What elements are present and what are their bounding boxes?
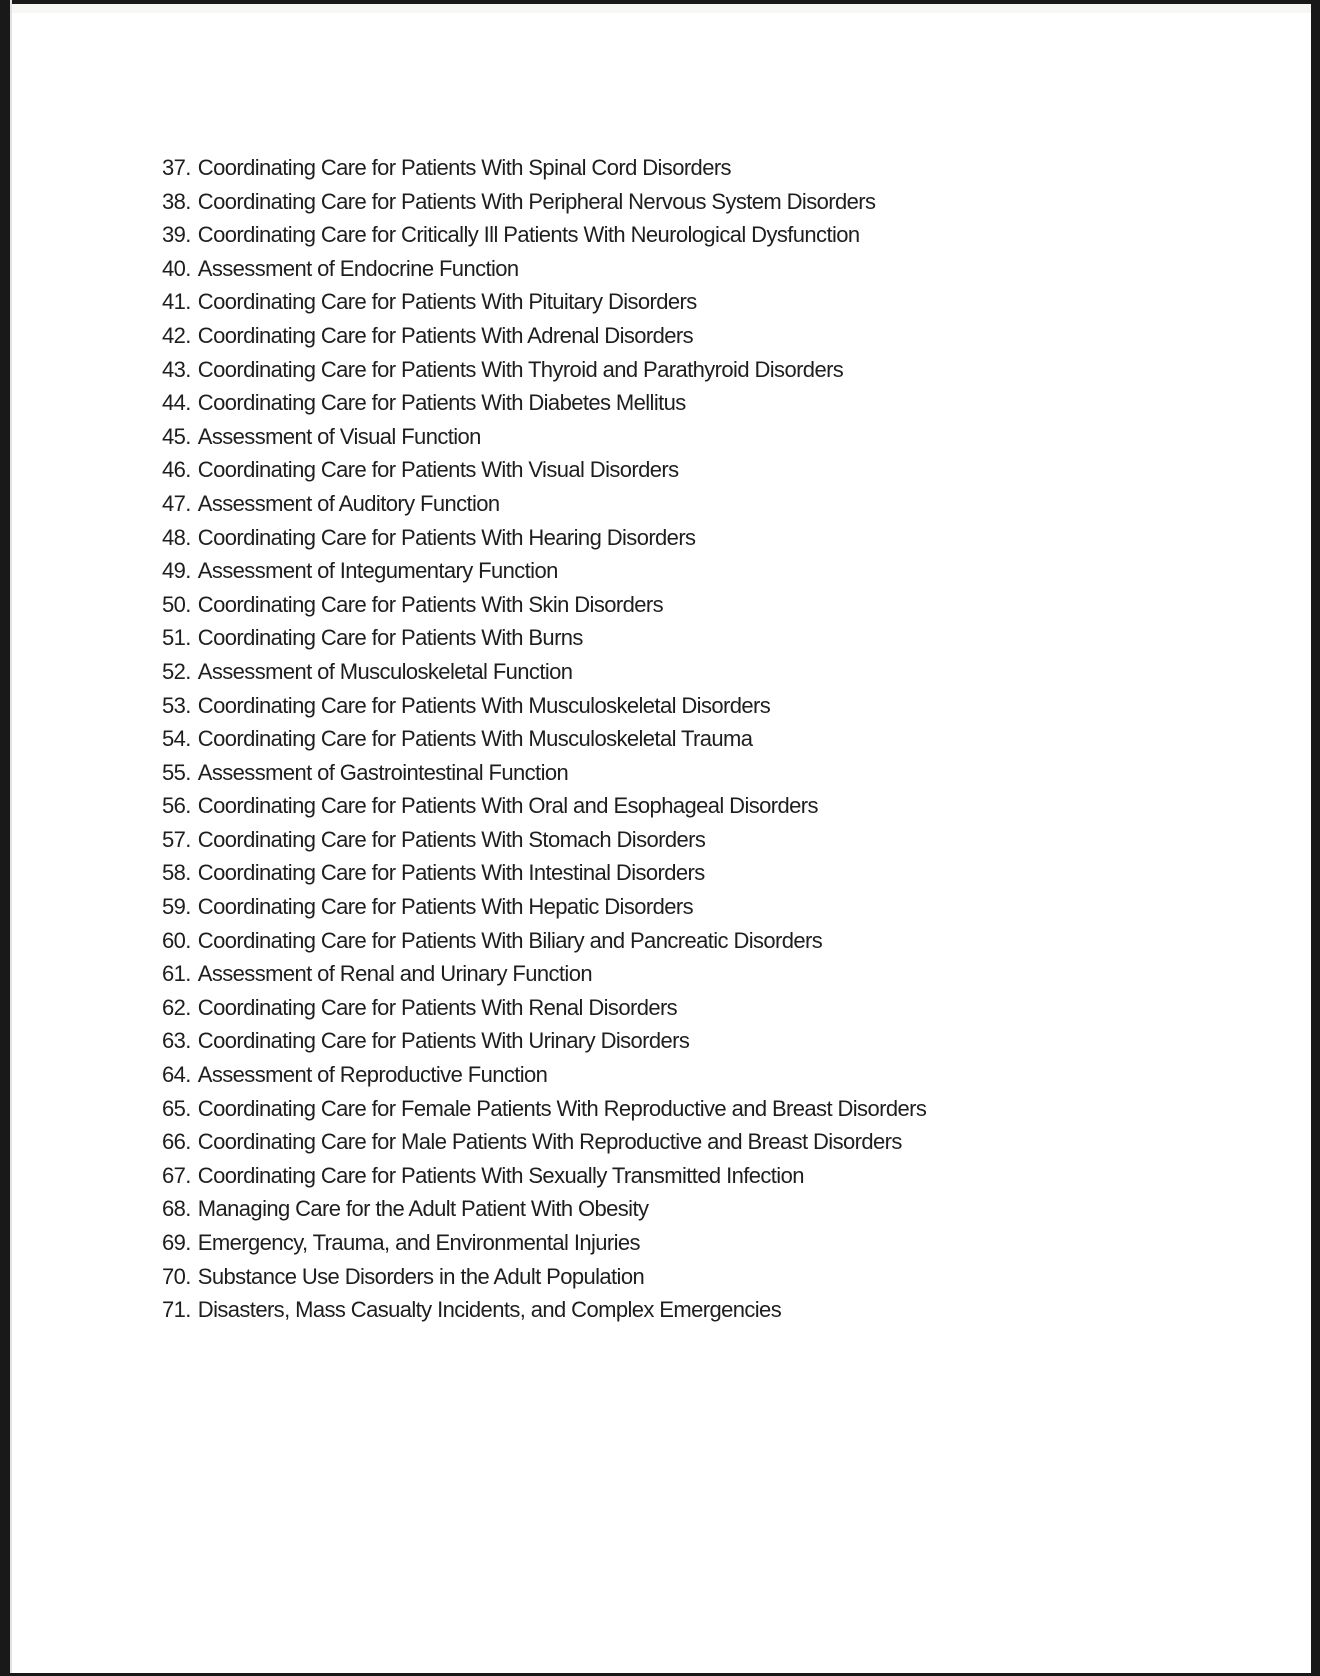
chapter-number: 54. (162, 726, 191, 752)
toc-item (162, 789, 1242, 823)
chapter-number: 58. (162, 860, 191, 886)
chapter-number: 71. (162, 1297, 191, 1323)
chapter-title: Assessment of Integumentary Function (197, 558, 558, 584)
toc-item (162, 957, 1242, 991)
toc-item (162, 1092, 1242, 1126)
chapter-number: 46. (162, 457, 191, 483)
toc-item (162, 1226, 1242, 1260)
chapter-title: Coordinating Care for Patients With Sexually Transmitted Infection (197, 1162, 804, 1188)
toc-item (162, 1058, 1242, 1092)
chapter-number: 40. (162, 255, 191, 281)
chapter-title: Coordinating Care for Patients With Adrenal Disorders (197, 322, 694, 348)
chapter-number: 41. (162, 289, 191, 315)
toc-item (162, 554, 1242, 588)
toc-item (162, 924, 1242, 958)
chapter-number: 52. (162, 658, 191, 684)
chapter-title: Substance Use Disorders in the Adult Population (197, 1263, 645, 1289)
toc-item (162, 1260, 1242, 1294)
toc-item (162, 588, 1242, 622)
chapter-number: 51. (162, 625, 191, 651)
chapter-number: 38. (162, 188, 191, 214)
chapter-number: 67. (162, 1162, 191, 1188)
toc-item (162, 1159, 1242, 1193)
chapter-title: Coordinating Care for Patients With Diabetes Mellitus (197, 390, 686, 416)
scan-edge-top (0, 0, 1320, 4)
toc-item (162, 689, 1242, 723)
chapter-title: Coordinating Care for Patients With Pituitary Disorders (197, 289, 697, 315)
chapter-number: 69. (162, 1230, 191, 1255)
chapter-number: 70. (162, 1263, 191, 1289)
chapter-number: 48. (162, 524, 191, 550)
chapter-title: Assessment of Musculoskeletal Function (197, 658, 573, 684)
chapter-title: Emergency, Trauma, and Environmental Injuries (197, 1230, 640, 1255)
chapter-title: Assessment of Gastrointestinal Function (197, 759, 569, 785)
toc-item (162, 521, 1242, 555)
chapter-title: Coordinating Care for Patients With Intestinal Disorders (197, 860, 705, 886)
scan-streak (0, 4, 1320, 13)
chapter-title: Coordinating Care for Patients With Biliary and Pancreatic Disorders (197, 927, 823, 953)
scan-edge-left (0, 0, 12, 1676)
chapter-title: Assessment of Auditory Function (197, 490, 500, 516)
toc-item (162, 621, 1242, 655)
chapter-number: 59. (162, 894, 191, 920)
chapter-title: Coordinating Care for Patients With Visual Disorders (197, 457, 679, 483)
toc-item (162, 487, 1242, 521)
chapter-title: Assessment of Visual Function (197, 423, 481, 449)
chapter-number: 66. (162, 1129, 191, 1155)
toc-item (162, 420, 1242, 454)
chapter-number: 43. (162, 356, 191, 382)
toc-item (162, 991, 1242, 1025)
toc-item (162, 890, 1242, 924)
chapter-title: Coordinating Care for Patients With Urinary Disorders (197, 1028, 690, 1054)
chapter-number: 56. (162, 793, 191, 819)
toc-item (162, 453, 1242, 487)
chapter-number: 57. (162, 826, 191, 852)
toc-item (162, 1024, 1242, 1058)
toc-item (162, 151, 1242, 185)
chapter-title: Assessment of Endocrine Function (197, 255, 519, 281)
chapter-number: 49. (162, 558, 191, 584)
chapter-number: 63. (162, 1028, 191, 1054)
chapter-number: 39. (162, 222, 191, 248)
chapter-title: Coordinating Care for Critically Ill Patients With Neurological Dysfunction (197, 222, 860, 248)
toc-item (162, 1125, 1242, 1159)
chapter-number: 61. (162, 961, 191, 987)
chapter-number: 50. (162, 591, 191, 617)
scan-edge-right (1311, 0, 1320, 1676)
chapter-number: 65. (162, 1095, 191, 1121)
chapter-title: Disasters, Mass Casualty Incidents, and Complex Emergencies (197, 1297, 782, 1323)
chapter-title: Coordinating Care for Male Patients With Reproductive and Breast Disorders (197, 1129, 902, 1155)
chapter-title: Coordinating Care for Patients With Renal Disorders (197, 994, 678, 1020)
chapter-title: Managing Care for the Adult Patient With Obesity (197, 1196, 649, 1222)
toc-item (162, 185, 1242, 219)
chapter-title: Coordinating Care for Patients With Skin Disorders (197, 591, 664, 617)
chapter-title: Coordinating Care for Patients With Musculoskeletal Disorders (197, 692, 771, 718)
chapter-number: 47. (162, 490, 191, 516)
chapter-list (162, 151, 1242, 1327)
toc-item (162, 823, 1242, 857)
toc-item (162, 319, 1242, 353)
chapter-title: Assessment of Reproductive Function (197, 1062, 548, 1088)
toc-item (162, 655, 1242, 689)
toc-item (162, 756, 1242, 790)
chapter-number: 68. (162, 1196, 191, 1222)
toc-item (162, 218, 1242, 252)
chapter-title: Coordinating Care for Patients With Burns (197, 625, 583, 651)
chapter-number: 45. (162, 423, 191, 449)
chapter-title: Coordinating Care for Patients With Stomach Disorders (197, 826, 706, 852)
chapter-number: 55. (162, 759, 191, 785)
chapter-title: Coordinating Care for Patients With Hepatic Disorders (197, 894, 693, 920)
toc-item (162, 353, 1242, 387)
toc-item (162, 722, 1242, 756)
chapter-title: Coordinating Care for Patients With Thyroid and Parathyroid Disorders (197, 356, 844, 382)
chapter-title: Coordinating Care for Patients With Oral and Esophageal Disorders (197, 793, 818, 819)
toc-item (162, 285, 1242, 319)
chapter-title: Coordinating Care for Patients With Musculoskeletal Trauma (197, 726, 753, 752)
chapter-title: Coordinating Care for Patients With Peripheral Nervous System Disorders (197, 188, 876, 214)
chapter-number: 44. (162, 390, 191, 416)
chapter-number: 62. (162, 994, 191, 1020)
chapter-title: Assessment of Renal and Urinary Function (197, 961, 592, 987)
chapter-title: Coordinating Care for Patients With Hearing Disorders (197, 524, 696, 550)
toc-item (162, 386, 1242, 420)
chapter-number: 37. (162, 155, 191, 180)
chapter-number: 42. (162, 322, 191, 348)
chapter-title: Coordinating Care for Female Patients With Reproductive and Breast Disorders (197, 1095, 927, 1121)
chapter-title: Coordinating Care for Patients With Spinal Cord Disorders (197, 155, 731, 180)
chapter-number: 60. (162, 927, 191, 953)
chapter-number: 53. (162, 692, 191, 718)
toc-item (162, 856, 1242, 890)
toc-item (162, 252, 1242, 286)
toc-item (162, 1192, 1242, 1226)
toc-item (162, 1293, 1242, 1327)
chapter-number: 64. (162, 1062, 191, 1088)
